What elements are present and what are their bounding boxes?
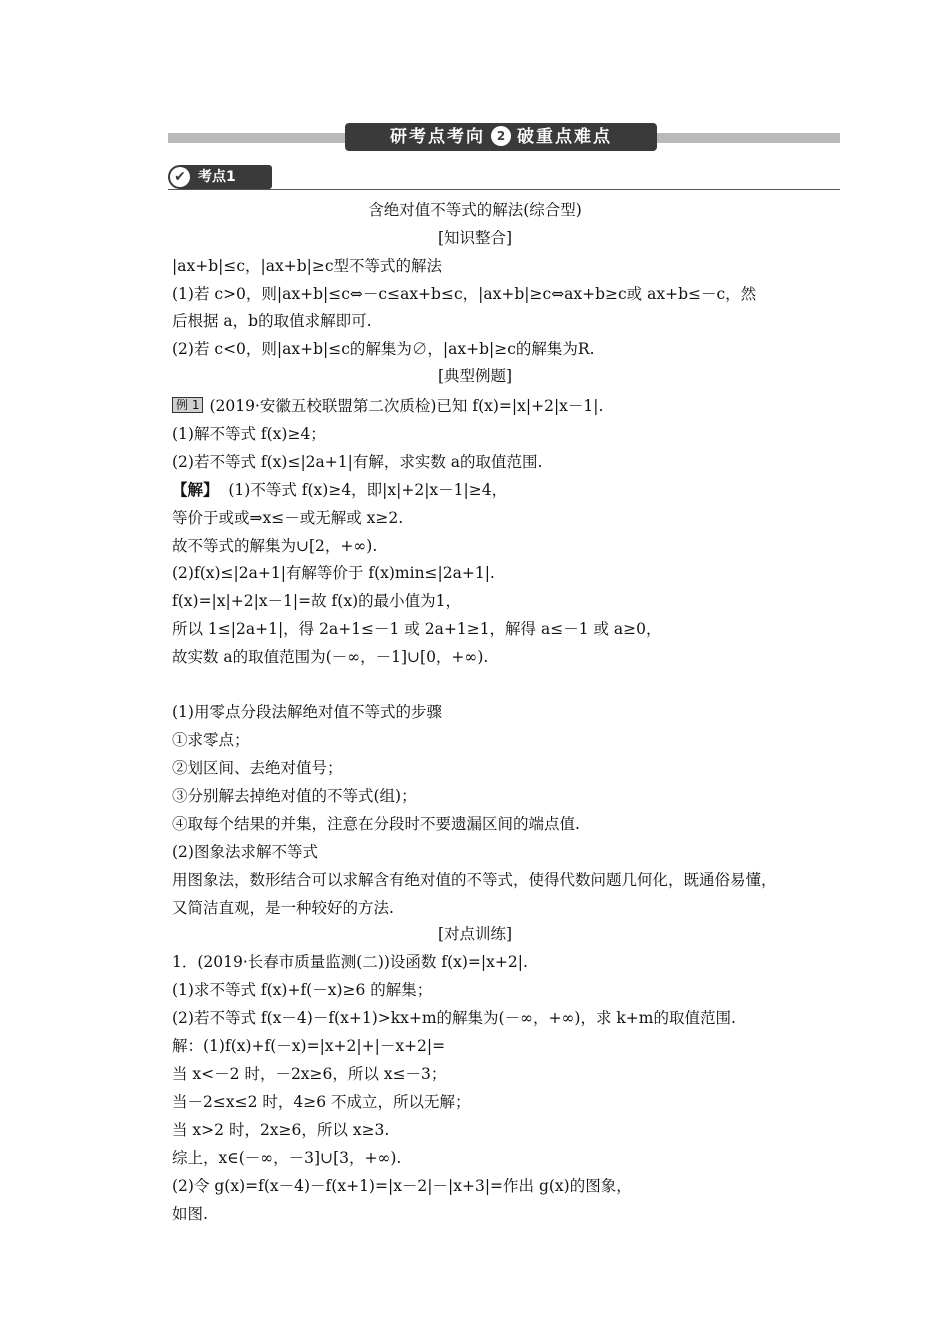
solution-first-line — [172, 480, 507, 500]
training-line: (2)令 g(x)=f(x－4)－f(x+1)=|x－2|－|x+3|=作出 g(x)的图象， — [172, 1177, 632, 1195]
solution-line: 故不等式的解集为∪[2，+∞). — [172, 537, 378, 555]
method-line: ③分别解去掉绝对值的不等式(组)； — [172, 787, 417, 805]
kaodian-badge — [168, 165, 272, 189]
knowledge-line: (1)若 c>0，则|ax+b|≤c⇔－c≤ax+b≤c，|ax+b|≥c⇔ax+b≥c或 ax+b≤－c，然 — [172, 285, 757, 303]
training-line: (1)求不等式 f(x)+f(－x)≥6 的解集； — [172, 981, 433, 999]
solution-line: 等价于或或⇒x≤－或无解或 x≥2. — [172, 509, 404, 527]
training-line: (2)若不等式 f(x－4)－f(x+1)>kx+m的解集为(－∞，+∞)，求 k+m的取值范围. — [172, 1009, 736, 1027]
solution-line: (2)f(x)≤|2a+1|有解等价于 f(x)min≤|2a+1|. — [172, 564, 495, 582]
example-prompt — [172, 396, 603, 416]
knowledge-line: 后根据 a，b的取值求解即可. — [172, 312, 372, 330]
method-line: 用图象法，数形结合可以求解含有绝对值的不等式，使得代数问题几何化，既通俗易懂， — [172, 871, 777, 889]
method-line: 又简洁直观，是一种较好的方法. — [172, 899, 394, 917]
training-line: 当 x>2 时，2x≥6，所以 x≥3. — [172, 1121, 390, 1139]
solution-line: f(x)=|x|+2|x－1|=故 f(x)的最小值为1， — [172, 592, 461, 610]
method-line: ④取每个结果的并集，注意在分段时不要遗漏区间的端点值. — [172, 815, 580, 833]
kaodian-rule — [168, 189, 840, 190]
example-heading: [典型例题] — [437, 367, 513, 385]
training-line: 如图. — [172, 1205, 208, 1223]
method-line: (2)图象法求解不等式 — [172, 843, 318, 861]
training-line: 1．(2019·长春市质量监测(二))设函数 f(x)=|x+2|. — [172, 953, 528, 971]
method-line: ①求零点； — [172, 731, 250, 749]
knowledge-line: (2)若 c<0，则|ax+b|≤c的解集为∅，|ax+b|≥c的解集为R. — [172, 340, 595, 358]
training-line: 解：(1)f(x)+f(－x)=|x+2|+|－x+2|= — [172, 1037, 446, 1055]
knowledge-line: |ax+b|≤c，|ax+b|≥c型不等式的解法 — [172, 257, 443, 275]
training-heading: [对点训练] — [437, 925, 513, 943]
solution-label: 【解】 — [172, 480, 219, 499]
solution-line: (1)不等式 f(x)≥4，即|x|+2|x－1|≥4， — [228, 481, 508, 499]
method-line: ②划区间、去绝对值号； — [172, 759, 343, 777]
method-line: (1)用零点分段法解绝对值不等式的步骤 — [172, 703, 442, 721]
banner-left-text: 研考点考向 — [390, 127, 485, 147]
training-line: 综上，x∈(－∞，－3]∪[3，+∞). — [172, 1149, 402, 1167]
example-line: (2019·安徽五校联盟第二次质检)已知 f(x)=|x|+2|x－1|. — [209, 397, 604, 415]
kaodian-label: 考点1 — [198, 169, 236, 185]
example-line: (1)解不等式 f(x)≥4； — [172, 425, 326, 443]
training-line: 当－2≤x≤2 时，4≥6 不成立，所以无解； — [172, 1093, 471, 1111]
example-line: (2)若不等式 f(x)≤|2a+1|有解，求实数 a的取值范围. — [172, 453, 543, 471]
banner-right-text: 破重点难点 — [517, 127, 612, 147]
knowledge-heading: [知识整合] — [437, 229, 513, 247]
section-title: 含绝对值不等式的解法(综合型) — [368, 201, 582, 219]
section-banner — [345, 123, 657, 151]
number-circle-icon: 2 — [491, 126, 511, 146]
training-line: 当 x<－2 时，－2x≥6，所以 x≤－3； — [172, 1065, 447, 1083]
solution-line: 所以 1≤|2a+1|，得 2a+1≤－1 或 2a+1≥1，解得 a≤－1 或 a≥0， — [172, 620, 662, 638]
solution-line: 故实数 a的取值范围为(－∞，－1]∪[0，+∞). — [172, 648, 489, 666]
example-badge: 例 1 — [172, 397, 203, 413]
check-icon: ✔ — [170, 167, 190, 187]
